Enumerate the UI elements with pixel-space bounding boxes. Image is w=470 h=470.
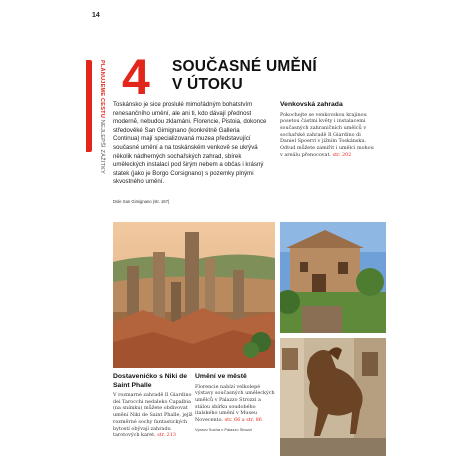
feature-title: [172, 58, 317, 94]
dostavenicko-text: V rozmarné zahradě Il Giardino dei Tarocchi nedaleko Capalbia (na snímku) můžete obdivovat umění Niki de Saint Phalle, jejíž rozměrné sochy fantastických bytostí obývají zahradu tarotových karet. str. 213: [113, 392, 193, 439]
feature-title-line1: SOUČASNÉ UMĚNÍ: [172, 58, 317, 75]
section-tab-marker: [86, 60, 92, 152]
horse-sculpture-photo: [280, 338, 386, 456]
venkovska-page-ref[interactable]: str. 202: [332, 151, 352, 158]
intro-photo-credit: Dole San Gimignano (str. 167): [113, 199, 170, 204]
umeni-title: Umění ve městě: [195, 373, 247, 380]
dostavenicko-box: [113, 373, 193, 439]
umeni-text: Florencie nabízí velkolepé výstavy současných uměleckých umělců v Palazzo Strozzi a stálou sbírku soudobého italského umění v Museu Novecento. str. 66 a str. 86: [195, 383, 275, 424]
umeni-ve-meste-box: [195, 373, 275, 432]
umeni-photo-credit: Vpravo Socha v Palazzo Strozzi: [195, 426, 252, 432]
intro-paragraph: Toskánsko je sice proslulé mimořádným bohatstvím renesančního umění, ale ani ti, kdo dávají přednost modernĕ, nebudou zklamáni. Florencie, Pistoia, dokonce středověké San Gimignano (konkrétně Galleria Continua) mají specializovaná muzea představující současné umění a na toskánském venkově se ukrývá několik nádherných sochařských zahrad, sbírek uměleckých instalací pod širým nebem a občas i krásný statek (jako je Borgo Corsignano) s pozemky plnými skvostného umění.: [113, 101, 267, 186]
section-tab-rest: NEJLEPŠÍ ZÁŽITKY: [99, 118, 105, 174]
san-gimignano-photo: [113, 222, 275, 368]
garden-house-photo: [280, 222, 386, 333]
venkovska-text: Pokochejte se venkovskou krajinou posetou částmi květy i instalacemi současných zahraničních umělců v sochařské zahradě Il Giardino di Daniel Spoerri v jižním Toskánsku. Odtud můžete zamířit i umělci mohou v areálu přenocovat. str. 202: [280, 111, 374, 158]
page-number: 14: [92, 12, 100, 19]
feature-number: 4: [122, 49, 150, 105]
dostavenicko-title: Dostavenićko s Niki de Saint Phalle: [113, 373, 188, 389]
venkovska-title: Venkovská zahrada: [280, 101, 343, 108]
section-tab-label: [97, 60, 107, 210]
dostavenicko-page-ref[interactable]: str. 213: [157, 432, 176, 439]
umeni-page-ref[interactable]: str. 66 a str. 86: [224, 417, 262, 424]
venkovska-zahrada-box: [280, 101, 375, 158]
section-tab-bold: PLÁNUJEME CESTU: [99, 60, 105, 119]
feature-title-line2: V ÚTOKU: [172, 76, 243, 93]
